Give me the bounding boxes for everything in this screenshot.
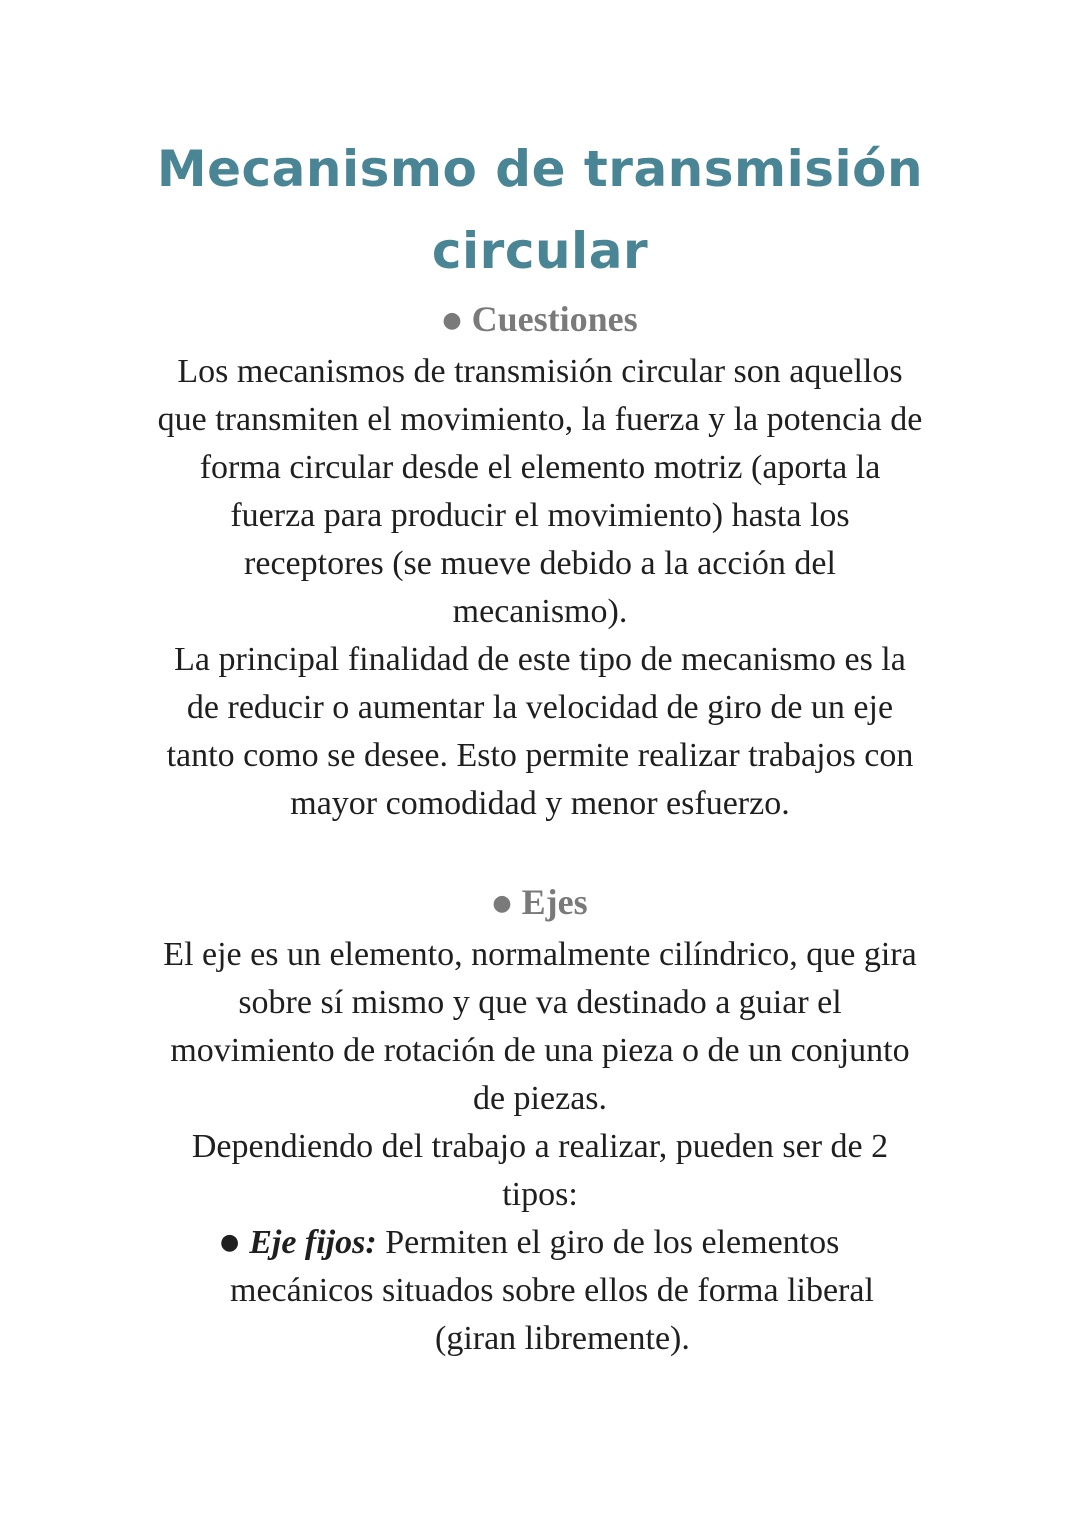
list-item-eje-fijos xyxy=(220,1219,940,1363)
page-title xyxy=(0,128,1080,292)
bullet-icon: ● xyxy=(220,1230,240,1255)
section-heading-label: Cuestiones xyxy=(471,299,638,339)
text-line: Dependiendo del trabajo a realizar, pueden ser de 2 xyxy=(191,1128,889,1165)
list-item-line-3: (giran libremente). xyxy=(435,1320,690,1357)
section-heading-cuestiones xyxy=(0,297,1080,343)
bullet-icon: ● xyxy=(442,308,462,333)
list-item-line-1 xyxy=(220,1219,940,1267)
text-line: mecanismo). xyxy=(452,593,628,630)
text-line: sobre sí mismo y que va destinado a guiar el xyxy=(238,984,842,1021)
text-line: de piezas. xyxy=(472,1080,608,1117)
text-line: movimiento de rotación de una pieza o de un conjunto xyxy=(170,1032,910,1069)
text-line: fuerza para producir el movimiento) hasta los xyxy=(230,497,850,534)
section-heading-label: Ejes xyxy=(521,882,588,922)
text-line: El eje es un elemento, normalmente cilíndrico, que gira xyxy=(163,936,917,973)
text-line: mayor comodidad y menor esfuerzo. xyxy=(290,785,790,822)
text-line: receptores (se mueve debido a la acción del xyxy=(244,545,836,582)
paragraph-cuestiones-2 xyxy=(60,636,1020,828)
paragraph-cuestiones-1 xyxy=(60,348,1020,636)
list-item-line-2: mecánicos situados sobre ellos de forma liberal xyxy=(230,1272,874,1309)
paragraph-ejes-2 xyxy=(60,1123,1020,1219)
text-line: Los mecanismos de transmisión circular son aquellos xyxy=(177,353,903,390)
page-title-line-1: Mecanismo de transmisión xyxy=(156,140,924,198)
page-title-line-2: circular xyxy=(431,222,649,280)
section-heading-ejes xyxy=(0,880,1080,926)
text-line: tipos: xyxy=(502,1176,578,1213)
text-line: de reducir o aumentar la velocidad de giro de un eje xyxy=(186,689,894,726)
text-line: tanto como se desee. Esto permite realizar trabajos con xyxy=(166,737,914,774)
text-line: que transmiten el movimiento, la fuerza y la potencia de xyxy=(157,401,923,438)
paragraph-ejes-1 xyxy=(60,931,1020,1123)
text-line: forma circular desde el elemento motriz (aporta la xyxy=(199,449,881,486)
bullet-icon: ● xyxy=(492,891,512,916)
list-item-text: Permiten el giro de los elementos xyxy=(376,1224,840,1261)
text-line: La principal finalidad de este tipo de mecanismo es la xyxy=(174,641,906,678)
list-item-term: Eje fijos: xyxy=(249,1224,377,1261)
